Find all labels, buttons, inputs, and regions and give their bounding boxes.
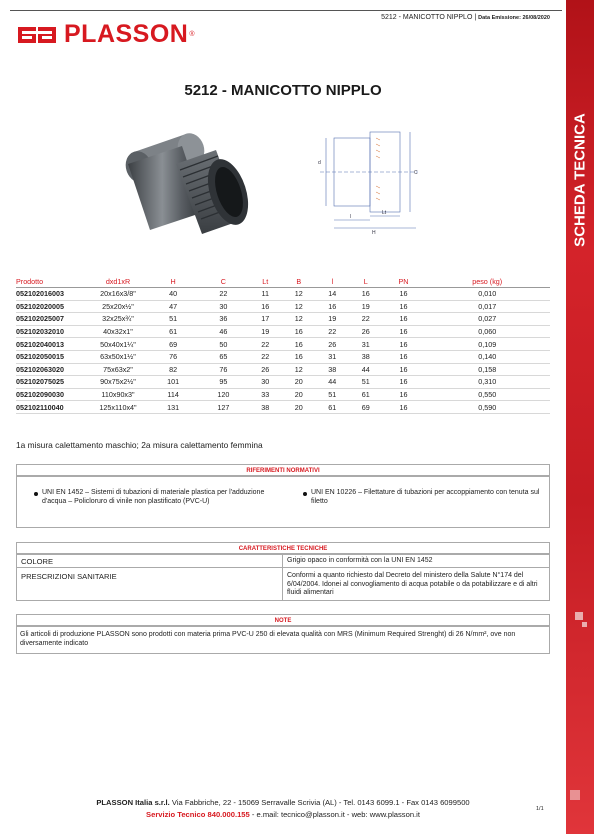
table-cell: 30 — [249, 376, 283, 389]
table-cell: 38 — [316, 363, 350, 376]
table-cell: 11 — [249, 288, 283, 301]
band-decoration — [575, 612, 583, 620]
drawing-label-C: C — [414, 170, 418, 176]
tc-divider — [282, 554, 283, 601]
table-cell: 16 — [383, 388, 425, 401]
table-cell: 052102063020 — [16, 363, 88, 376]
table-cell: 40 — [148, 288, 198, 301]
table-cell: 14 — [316, 288, 350, 301]
table-cell: 16 — [282, 338, 316, 351]
table-cell: 31 — [316, 350, 350, 363]
table-cell: 50 — [198, 338, 248, 351]
table-row — [16, 363, 550, 376]
table-cell: 052102040013 — [16, 338, 88, 351]
header-rule — [10, 10, 562, 11]
table-cell: 16 — [383, 401, 425, 414]
table-cell: 51 — [349, 376, 383, 389]
drawing-label-d: d — [318, 160, 321, 166]
table-cell: 95 — [198, 376, 248, 389]
table-cell: 12 — [282, 363, 316, 376]
table-cell: 19 — [349, 300, 383, 313]
table-row — [16, 325, 550, 338]
table-row — [16, 401, 550, 414]
table-cell: 16 — [383, 288, 425, 301]
table-cell: 052102090030 — [16, 388, 88, 401]
caratteristiche-heading: CARATTERISTICHE TECNICHE — [16, 542, 550, 554]
table-cell: 22 — [316, 325, 350, 338]
table-cell: 052102110040 — [16, 401, 88, 414]
logo-mark-icon — [18, 25, 58, 45]
tc-value-prescrizioni: Conformi a quanto richiesto dal Decreto del ministero della Salute N°174 del 6/04/2004. Idonei al convogliamento di acqua potabile o da potabilizzare e di altri fluidi alimentari — [287, 572, 538, 596]
table-row — [16, 288, 550, 301]
product-spec-table — [16, 276, 550, 414]
table-header-row — [16, 276, 550, 288]
table-cell: 125x110x4" — [88, 401, 148, 414]
table-cell: 16 — [383, 376, 425, 389]
table-cell: 0,550 — [424, 388, 550, 401]
col-header-prodotto: Prodotto — [16, 276, 88, 288]
table-cell: 20 — [282, 376, 316, 389]
footer-contacts — [0, 810, 566, 819]
table-cell: 26 — [249, 363, 283, 376]
table-cell: 76 — [148, 350, 198, 363]
table-cell: 17 — [249, 313, 283, 326]
table-cell: 052102020005 — [16, 300, 88, 313]
tc-label-colore: COLORE — [21, 557, 54, 566]
tc-label-prescrizioni: PRESCRIZIONI SANITARIE — [21, 572, 117, 581]
note-text: Gli articoli di produzione PLASSON sono prodotti con materia prima PVC-U 250 di elevata qualità con MRS (Minimum Required Strenght) di 26 N/mm², ove non diversamente indicato — [20, 631, 516, 647]
table-cell: 26 — [316, 338, 350, 351]
footer-company: PLASSON Italia s.r.l. — [96, 798, 170, 807]
table-cell: 69 — [148, 338, 198, 351]
table-cell: 51 — [148, 313, 198, 326]
table-cell: 61 — [349, 388, 383, 401]
table-cell: 69 — [349, 401, 383, 414]
table-cell: 0,590 — [424, 401, 550, 414]
table-cell: 052102025007 — [16, 313, 88, 326]
bullet-icon — [34, 492, 38, 496]
doc-reference: 5212 - MANICOTTO NIPPLO — [381, 14, 473, 21]
table-cell: 0,010 — [424, 288, 550, 301]
band-decoration — [582, 622, 587, 627]
table-cell: 46 — [198, 325, 248, 338]
table-cell: 38 — [249, 401, 283, 414]
header-separator: | — [474, 14, 477, 21]
table-cell: 26 — [349, 325, 383, 338]
table-cell: 22 — [249, 350, 283, 363]
technical-drawing — [310, 128, 428, 236]
col-header-dxd1xr: dxd1xR — [88, 276, 148, 288]
table-cell: 16 — [383, 350, 425, 363]
scheda-tecnica-label: SCHEDA TECNICA — [571, 113, 589, 247]
plasson-logo — [18, 20, 195, 49]
table-cell: 0,310 — [424, 376, 550, 389]
table-cell: 101 — [148, 376, 198, 389]
table-cell: 114 — [148, 388, 198, 401]
table-row — [16, 313, 550, 326]
table-cell: 22 — [349, 313, 383, 326]
table-cell: 16 — [383, 300, 425, 313]
table-cell: 16 — [383, 338, 425, 351]
table-cell: 0,060 — [424, 325, 550, 338]
table-cell: 16 — [349, 288, 383, 301]
table-row — [16, 338, 550, 351]
table-cell: 19 — [316, 313, 350, 326]
table-cell: 052102050015 — [16, 350, 88, 363]
table-cell: 65 — [198, 350, 248, 363]
table-cell: 12 — [282, 300, 316, 313]
tc-row-prescrizioni — [16, 567, 550, 601]
riferimenti-heading: RIFERIMENTI NORMATIVI — [16, 464, 550, 476]
table-row — [16, 300, 550, 313]
table-cell: 0,027 — [424, 313, 550, 326]
table-cell: 76 — [198, 363, 248, 376]
table-cell: 61 — [316, 401, 350, 414]
table-cell: 16 — [282, 325, 316, 338]
col-header-h: H — [148, 276, 198, 288]
table-cell: 052102075025 — [16, 376, 88, 389]
table-cell: 30 — [198, 300, 248, 313]
table-cell: 22 — [249, 338, 283, 351]
footer-address — [0, 798, 566, 807]
norm-uni-en-10226: UNI EN 10226 – Filettature di tubazioni per accoppiamento con tenuta sul filetto — [311, 489, 540, 505]
col-header-pn: PN — [383, 276, 425, 288]
table-cell: 0,158 — [424, 363, 550, 376]
table-cell: 82 — [148, 363, 198, 376]
drawing-label-Lt: Lt — [382, 210, 387, 216]
table-cell: 20x16x3/8" — [88, 288, 148, 301]
table-cell: 51 — [316, 388, 350, 401]
table-cell: 32x25x¾" — [88, 313, 148, 326]
table-cell: 25x20x½" — [88, 300, 148, 313]
col-header-l-small: l — [316, 276, 350, 288]
table-cell: 052102032010 — [16, 325, 88, 338]
product-photo — [116, 124, 256, 244]
issue-date: Data Emissione: 26/08/2020 — [478, 15, 550, 21]
table-cell: 19 — [249, 325, 283, 338]
footer-service-line: Servizio Tecnico 840.000.155 — [146, 810, 250, 819]
table-cell: 75x63x2" — [88, 363, 148, 376]
table-cell: 61 — [148, 325, 198, 338]
col-header-lt: Lt — [249, 276, 283, 288]
table-cell: 47 — [148, 300, 198, 313]
table-cell: 16 — [383, 325, 425, 338]
table-cell: 44 — [349, 363, 383, 376]
table-cell: 16 — [316, 300, 350, 313]
table-cell: 44 — [316, 376, 350, 389]
table-cell: 0,140 — [424, 350, 550, 363]
table-cell: 20 — [282, 401, 316, 414]
bullet-icon — [303, 492, 307, 496]
col-header-peso: peso (kg) — [424, 276, 550, 288]
tc-value-colore: Grigio opaco in conformità con la UNI EN 1452 — [287, 557, 433, 564]
table-cell: 110x90x3" — [88, 388, 148, 401]
table-cell: 131 — [148, 401, 198, 414]
header-meta — [381, 14, 550, 21]
table-cell: 16 — [249, 300, 283, 313]
table-row — [16, 350, 550, 363]
table-cell: 16 — [383, 363, 425, 376]
table-row — [16, 388, 550, 401]
footer-contact-text: - e.mail: tecnico@plasson.it - web: www.plasson.it — [251, 810, 420, 819]
table-cell: 63x50x1½" — [88, 350, 148, 363]
table-cell: 16 — [383, 313, 425, 326]
page-title: 5212 - MANICOTTO NIPPLO — [184, 82, 382, 99]
table-cell: 36 — [198, 313, 248, 326]
table-cell: 120 — [198, 388, 248, 401]
note-heading: NOTE — [16, 614, 550, 626]
page-number: 1/1 — [536, 806, 544, 812]
table-cell: 12 — [282, 288, 316, 301]
side-band-label — [566, 100, 594, 260]
table-row — [16, 376, 550, 389]
registered-mark: ® — [189, 31, 195, 38]
table-cell: 90x75x2½" — [88, 376, 148, 389]
col-header-b: B — [282, 276, 316, 288]
band-decoration — [570, 790, 580, 800]
table-body — [16, 288, 550, 414]
table-cell: 22 — [198, 288, 248, 301]
table-cell: 12 — [282, 313, 316, 326]
table-cell: 052102016003 — [16, 288, 88, 301]
table-cell: 50x40x1¼" — [88, 338, 148, 351]
footer-address-text: Via Fabbriche, 22 - 15069 Serravalle Scrivia (AL) - Tel. 0143 6099.1 - Fax 0143 6099500 — [171, 798, 470, 807]
logo-text: PLASSON — [64, 20, 189, 48]
table-cell: 0,109 — [424, 338, 550, 351]
drawing-label-H: H — [372, 230, 376, 236]
table-cell: 38 — [349, 350, 383, 363]
table-cell: 40x32x1" — [88, 325, 148, 338]
table-footnote: 1a misura calettamento maschio; 2a misura calettamento femmina — [16, 440, 263, 450]
table-cell: 16 — [282, 350, 316, 363]
table-cell: 33 — [249, 388, 283, 401]
table-cell: 127 — [198, 401, 248, 414]
drawing-label-l: l — [350, 214, 352, 220]
norm-uni-en-1452: UNI EN 1452 – Sistemi di tubazioni di materiale plastica per l'adduzione d'acqua – Policloruro di vinile non plastificato (PVC-U) — [42, 489, 265, 505]
table-cell: 20 — [282, 388, 316, 401]
table-cell: 31 — [349, 338, 383, 351]
col-header-l: L — [349, 276, 383, 288]
col-header-c: C — [198, 276, 248, 288]
tc-row-colore — [16, 554, 550, 568]
table-cell: 0,017 — [424, 300, 550, 313]
